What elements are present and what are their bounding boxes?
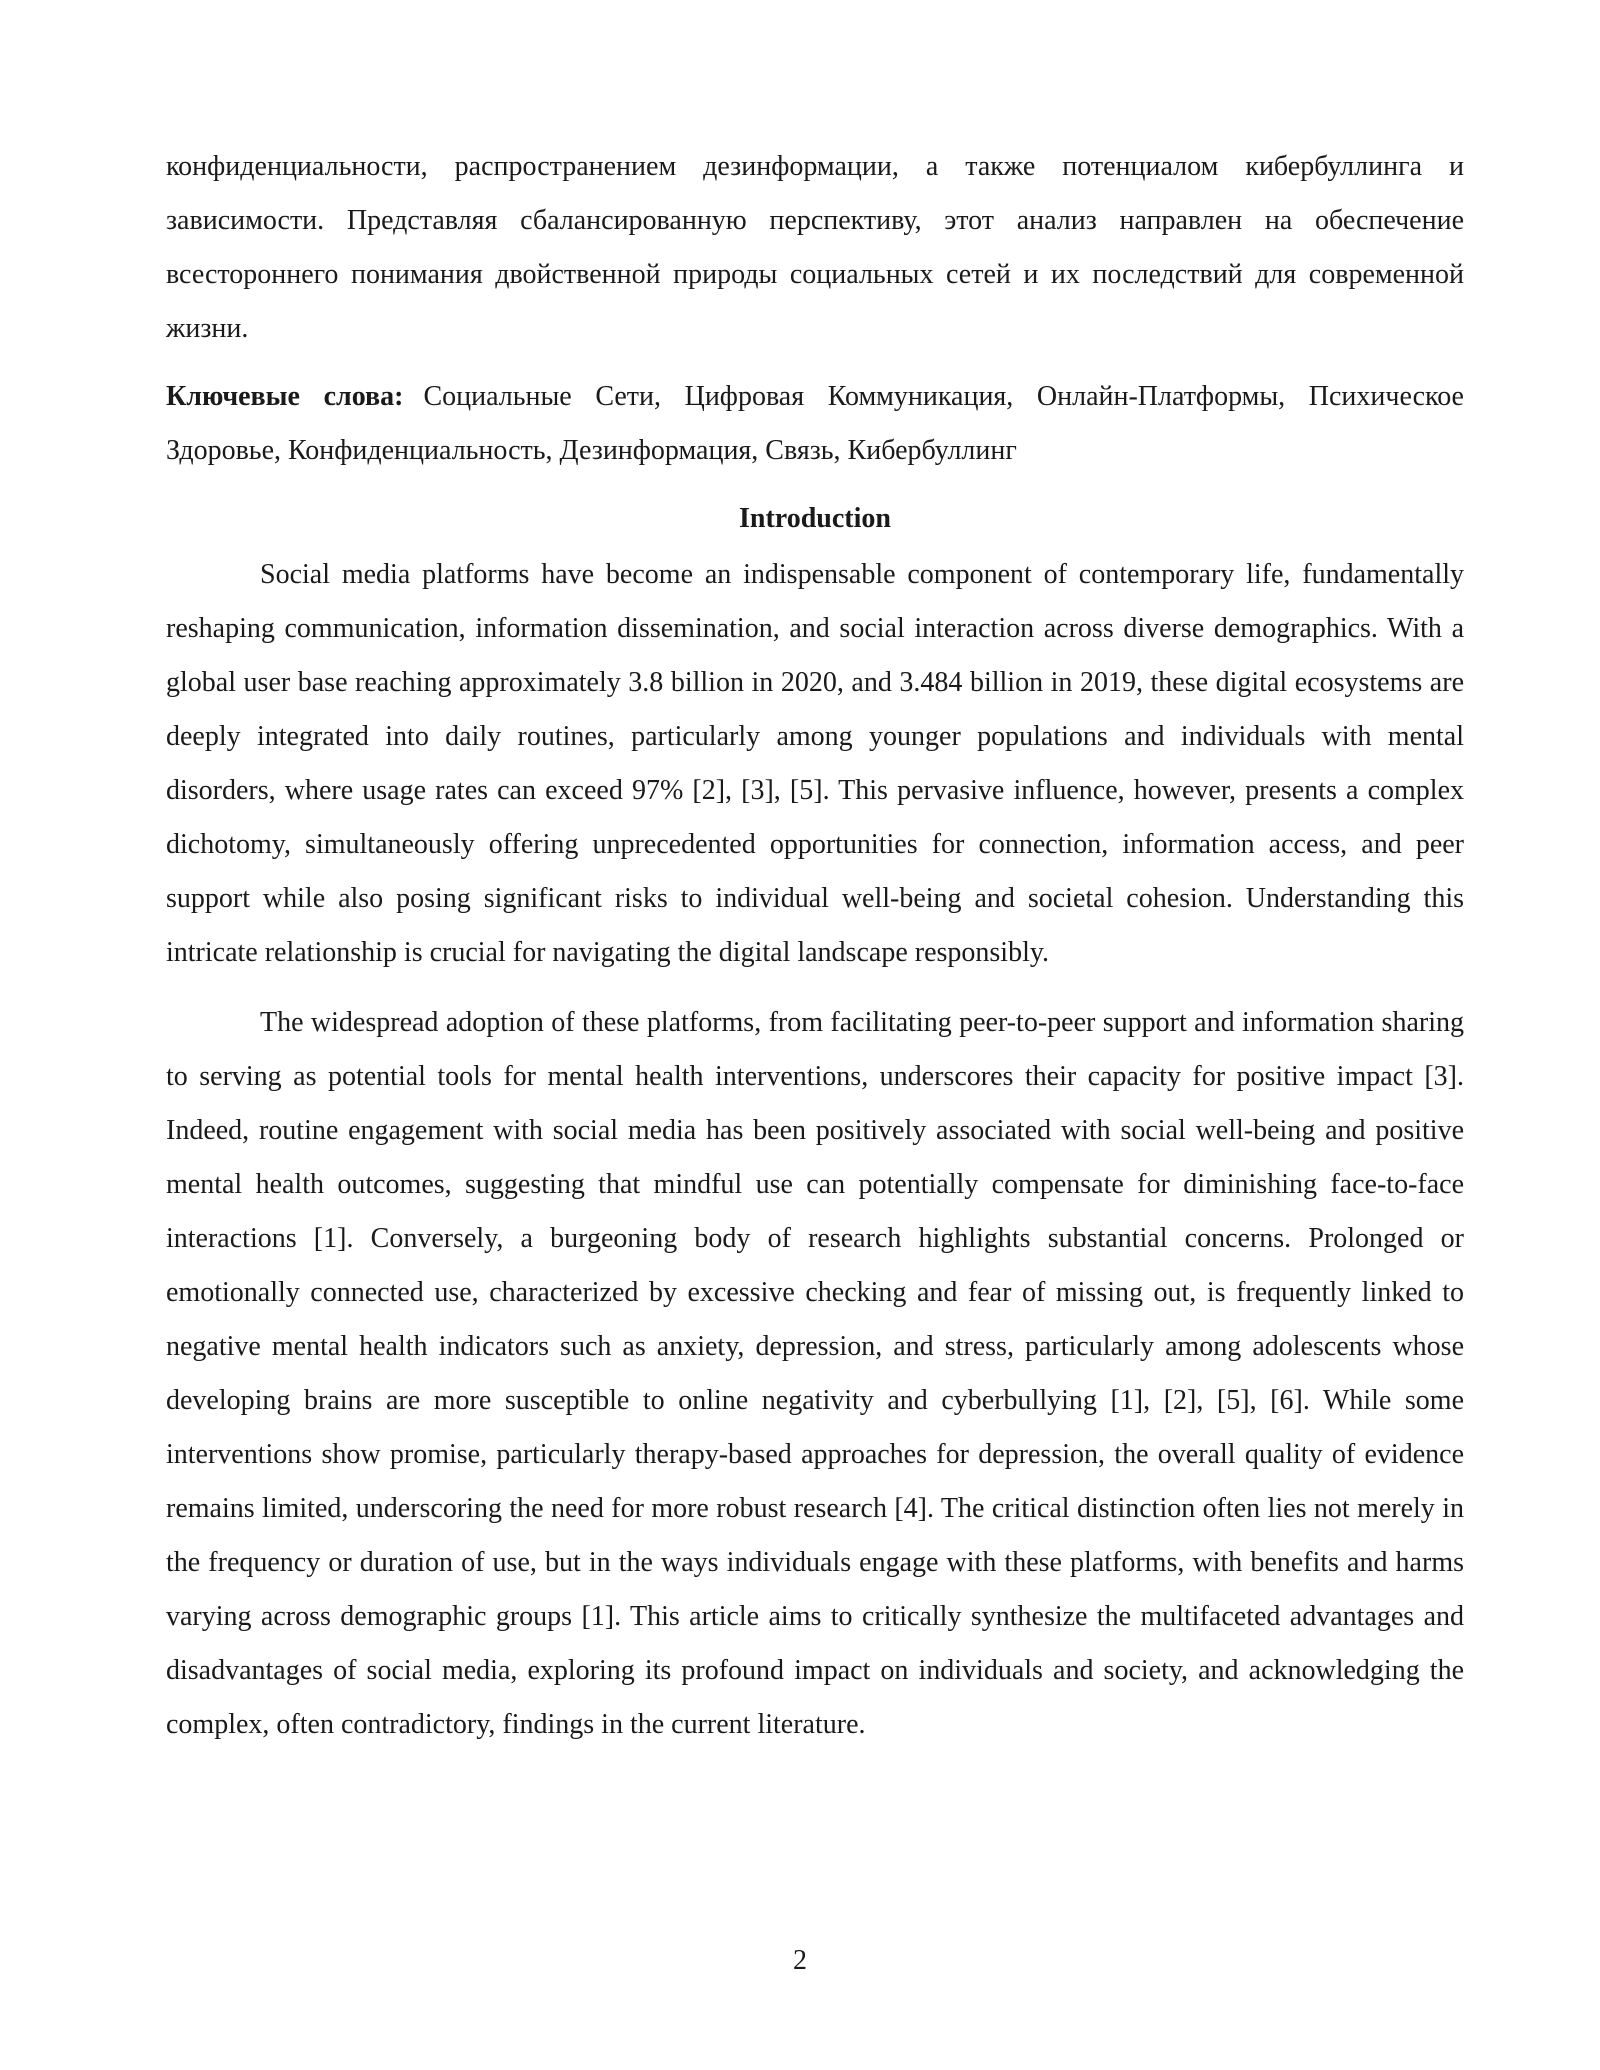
keywords-label: Ключевые слова: — [166, 381, 404, 412]
section-heading-introduction: Introduction — [739, 503, 891, 534]
intro-paragraph-1: Social media platforms have become an indispensable component of contemporary life, fundamentally reshaping communication, information dissemination, and social interaction across diverse demographics. With a global user base reaching approximately 3.8 billion in 2020, and 3.484 billion in 2019, these digital ecosystems are deeply integrated into daily routines, particularly among younger populations and individuals with mental disorders, where usage rates can exceed 97% [2], [3], [5]. This pervasive influence, however, presents a complex dichotomy, simultaneously offering unprecedented opportunities for connection, information access, and peer support while also posing significant risks to individual well-being and societal cohesion. Understanding this intricate relationship is crucial for navigating the digital landscape responsibly. — [166, 559, 1464, 968]
abstract-continuation: конфиденциальности, распространением дезинформации, а также потенциалом кибербуллинга и зависимости. Представляя сбалансированную перспективу, этот анализ направлен на обеспечение всестороннего понимания двойственной природы социальных сетей и их последствий для современной жизни. — [166, 151, 1464, 344]
keywords-text: Социальные Сети, Цифровая Коммуникация, Онлайн-Платформы, Психическое Здоровье, Конфиденциальность, Дезинформация, Связь, Кибербуллинг — [166, 381, 1464, 466]
page-body — [166, 140, 1464, 1752]
page-number: 2 — [793, 1945, 807, 1976]
keywords-paragraph — [166, 370, 1464, 478]
intro-paragraph-2: The widespread adoption of these platforms, from facilitating peer-to-peer support and information sharing to serving as potential tools for mental health interventions, underscores their capacity for positive impact [3]. Indeed, routine engagement with social media has been positively associated with social well-being and positive mental health outcomes, suggesting that mindful use can potentially compensate for diminishing face-to-face interactions [1]. Conversely, a burgeoning body of research highlights substantial concerns. Prolonged or emotionally connected use, characterized by excessive checking and fear of missing out, is frequently linked to negative mental health indicators such as anxiety, depression, and stress, particularly among adolescents whose developing brains are more susceptible to online negativity and cyberbullying [1], [2], [5], [6]. While some interventions show promise, particularly therapy-based approaches for depression, the overall quality of evidence remains limited, underscoring the need for more robust research [4]. The critical distinction often lies not merely in the frequency or duration of use, but in the ways individuals engage with these platforms, with benefits and harms varying across demographic groups [1]. This article aims to critically synthesize the multifaceted advantages and disadvantages of social media, exploring its profound impact on individuals and society, and acknowledging the complex, often contradictory, findings in the current literature. — [166, 1007, 1464, 1740]
